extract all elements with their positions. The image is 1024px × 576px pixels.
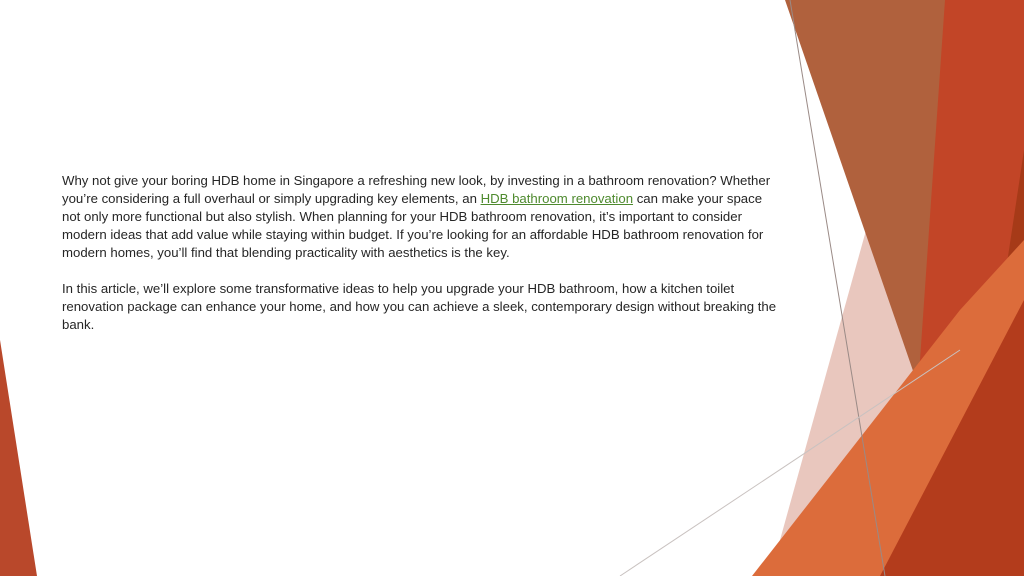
left-edge-facet (0, 340, 37, 576)
intro-text-start: Why not give your boring HDB home in Singapore a refreshing new look, by investing in a bathroom renovation? Whether you’re considering a full overhaul or simply upgrading key elements, an (62, 173, 771, 206)
hdb-bathroom-renovation-link[interactable]: HDB bathroom renovation (480, 191, 634, 206)
intro-text-end: can make your space not only more functional but also stylish. When planning for your HDB bathroom renovation, it’s important to consider modern ideas that add value while staying within budget. If you’re looking for an affordable HDB bathroom renovation for modern homes, you’ll find that blending practicality with aesthetics is the key. (62, 191, 764, 260)
article-overview-paragraph: In this article, we’ll explore some transformative ideas to help you upgrade your HDB bathroom, how a kitchen toilet renovation package can enhance your home, and how you can achieve a sleek, contemporary design without breaking the bank. (62, 281, 777, 332)
slide-body-text (62, 172, 778, 334)
intro-paragraph (62, 172, 778, 262)
